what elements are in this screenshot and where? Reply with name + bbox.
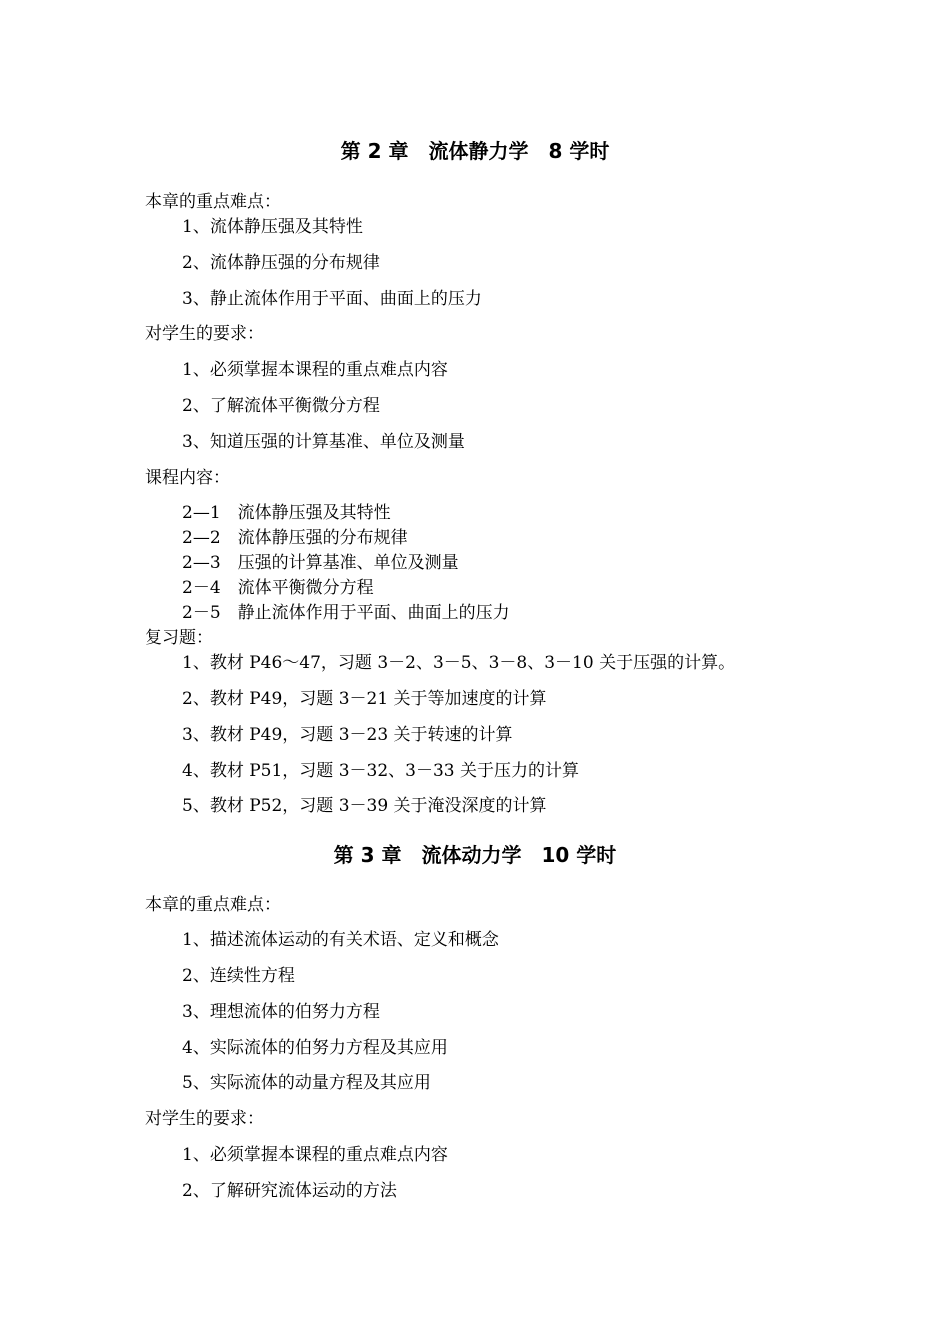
chapter2-review-item-3: 3、教材 P49，习题 3－23 关于转速的计算 (182, 725, 513, 745)
chapter2-review-item-5: 5、教材 P52，习题 3－39 关于淹没深度的计算 (182, 796, 547, 816)
chapter3-key-point-3: 3、理想流体的伯努力方程 (182, 1002, 380, 1022)
chapter2-requirement-2: 2、了解流体平衡微分方程 (182, 396, 380, 416)
chapter2-content-item-5: 2－5 静止流体作用于平面、曲面上的压力 (182, 603, 510, 623)
chapter3-requirement-1: 1、必须掌握本课程的重点难点内容 (182, 1145, 448, 1165)
chapter2-requirement-1: 1、必须掌握本课程的重点难点内容 (182, 360, 448, 380)
chapter2-review-item-2: 2、教材 P49，习题 3－21 关于等加速度的计算 (182, 689, 547, 709)
chapter2-key-point-3: 3、静止流体作用于平面、曲面上的压力 (182, 289, 482, 309)
chapter2-content-item-3: 2—3 压强的计算基准、单位及测量 (182, 553, 459, 573)
chapter2-key-points-label: 本章的重点难点： (145, 192, 281, 212)
chapter3-key-point-5: 5、实际流体的动量方程及其应用 (182, 1073, 431, 1093)
chapter2-content-item-2: 2—2 流体静压强的分布规律 (182, 528, 408, 548)
chapter2-content-item-4: 2－4 流体平衡微分方程 (182, 578, 374, 598)
chapter3-key-points-label: 本章的重点难点： (145, 895, 281, 915)
chapter2-content-item-1: 2—1 流体静压强及其特性 (182, 503, 391, 523)
chapter3-requirement-2: 2、了解研究流体运动的方法 (182, 1181, 397, 1201)
chapter3-key-point-4: 4、实际流体的伯努力方程及其应用 (182, 1038, 448, 1058)
chapter2-review-label: 复习题： (145, 628, 213, 648)
chapter3-key-point-1: 1、描述流体运动的有关术语、定义和概念 (182, 930, 499, 950)
chapter2-content-label: 课程内容： (145, 468, 230, 488)
chapter3-requirements-label: 对学生的要求： (145, 1109, 264, 1129)
chapter2-review-item-1: 1、教材 P46～47，习题 3－2、3－5、3－8、3－10 关于压强的计算。 (182, 653, 736, 673)
chapter2-key-point-1: 1、流体静压强及其特性 (182, 217, 363, 237)
chapter2-heading: 第 2 章 流体静力学 8 学时 (340, 139, 610, 163)
chapter3-heading: 第 3 章 流体动力学 10 学时 (333, 843, 617, 867)
chapter3-key-point-2: 2、连续性方程 (182, 966, 295, 986)
chapter2-requirements-label: 对学生的要求： (145, 324, 264, 344)
chapter2-key-point-2: 2、流体静压强的分布规律 (182, 253, 380, 273)
chapter2-review-item-4: 4、教材 P51，习题 3－32、3－33 关于压力的计算 (182, 761, 579, 781)
chapter2-requirement-3: 3、知道压强的计算基准、单位及测量 (182, 432, 465, 452)
